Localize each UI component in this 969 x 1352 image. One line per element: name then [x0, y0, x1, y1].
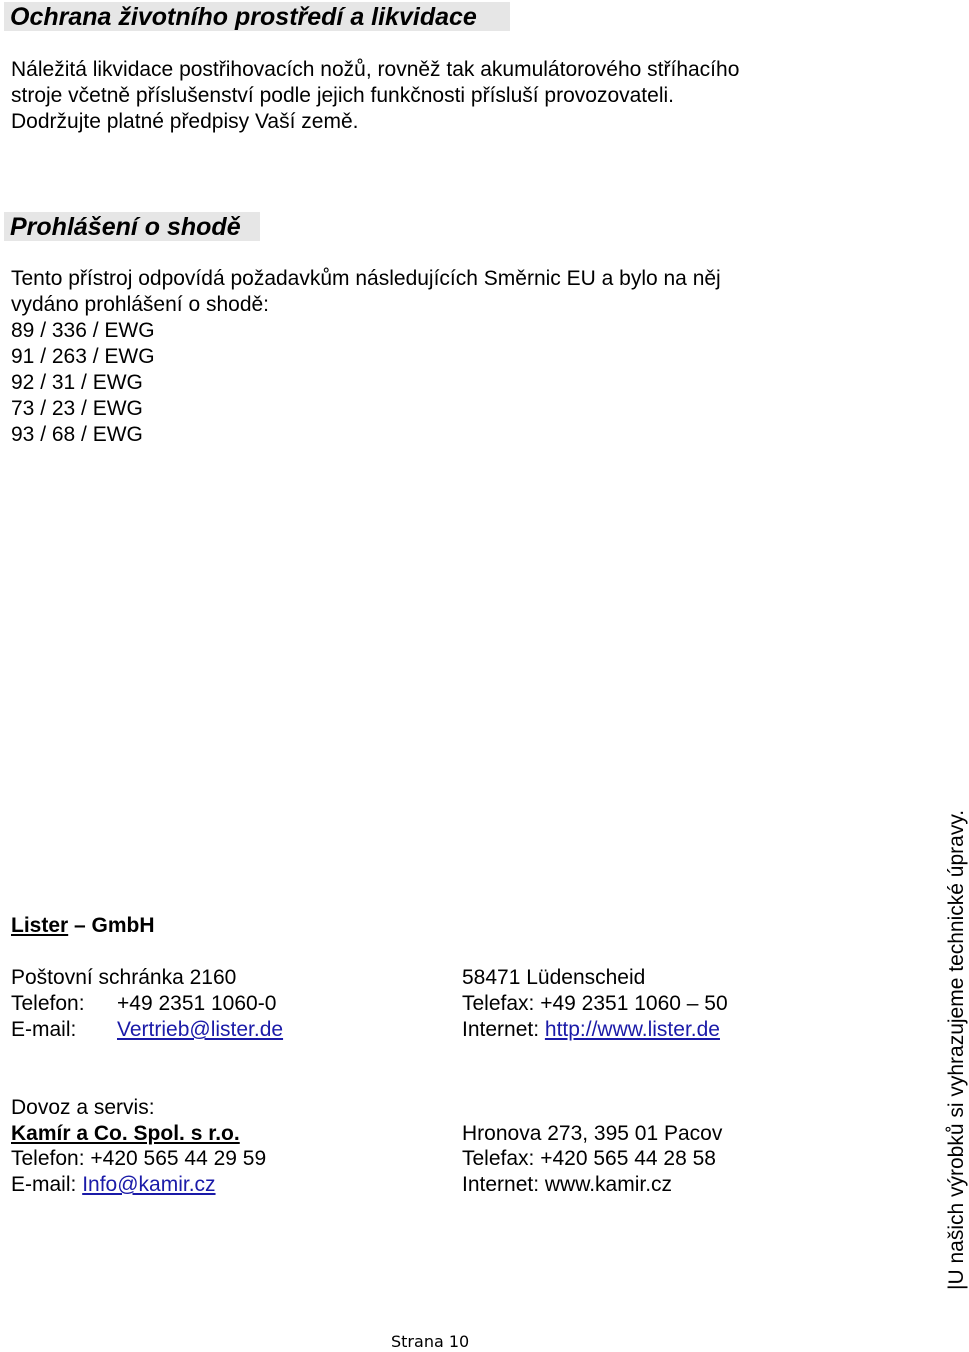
- directive-item: 93 / 68 / EWG: [11, 423, 143, 446]
- importer-address: Hronova 273, 395 01 Pacov: [462, 1122, 723, 1145]
- phone-label: Telefon:: [11, 992, 85, 1015]
- manufacturer-name-underlined: Lister: [11, 914, 69, 937]
- paragraph-line: Dodržujte platné předpisy Vaší země.: [11, 110, 359, 133]
- directive-item: 91 / 263 / EWG: [11, 345, 155, 368]
- importer-email-link[interactable]: Info@kamir.cz: [82, 1173, 216, 1196]
- disposal-paragraph: [11, 57, 739, 135]
- email-label: E-mail:: [11, 1018, 77, 1041]
- manufacturer-fax: Telefax: +49 2351 1060 – 50: [462, 992, 728, 1015]
- paragraph-line: vydáno prohlášení o shodě:: [11, 293, 270, 316]
- section-heading-declaration: Prohlášení o shodě: [4, 212, 260, 241]
- paragraph-line: Náležitá likvidace postřihovacích nožů, rovněž tak akumulátorového stříhacího: [11, 58, 740, 81]
- directive-item: 73 / 23 / EWG: [11, 397, 143, 420]
- paragraph-line: Tento přístroj odpovídá požadavkům následujících Směrnic EU a bylo na něj: [11, 267, 721, 290]
- importer-intro: Dovoz a servis:: [11, 1096, 155, 1119]
- manufacturer-internet: [462, 1017, 720, 1043]
- manufacturer-po-box: Poštovní schránka 2160: [11, 966, 237, 989]
- email-link[interactable]: Vertrieb@lister.de: [117, 1018, 284, 1041]
- manufacturer-email: [11, 1017, 283, 1043]
- importer-phone: Telefon: +420 565 44 29 59: [11, 1147, 267, 1170]
- importer-email-label: E-mail:: [11, 1173, 83, 1196]
- importer-fax: Telefax: +420 565 44 28 58: [462, 1147, 716, 1170]
- declaration-paragraph: [11, 266, 721, 448]
- manufacturer-name: [11, 913, 155, 939]
- manufacturer-phone: [11, 991, 276, 1017]
- importer-name: Kamír a Co. Spol. s r.o.: [11, 1122, 240, 1145]
- importer-internet: Internet: www.kamir.cz: [462, 1173, 673, 1196]
- manufacturer-city: 58471 Lüdenscheid: [462, 966, 646, 989]
- internet-label: Internet:: [462, 1018, 545, 1041]
- page-number: Strana 10: [391, 1332, 470, 1351]
- paragraph-line: stroje včetně příslušenství podle jejich funkčnosti přísluší provozovateli.: [11, 84, 674, 107]
- website-link[interactable]: http://www.lister.de: [544, 1018, 720, 1041]
- directive-item: 89 / 336 / EWG: [11, 319, 155, 342]
- directive-item: 92 / 31 / EWG: [11, 371, 143, 394]
- phone-value: +49 2351 1060-0: [117, 992, 277, 1015]
- importer-email: [11, 1172, 216, 1198]
- section-heading-environment: Ochrana životního prostředí a likvidace: [4, 2, 510, 31]
- manufacturer-name-suffix: – GmbH: [68, 914, 155, 937]
- side-note: |U našich výrobků si vyhrazujeme technické úpravy.: [945, 809, 968, 1290]
